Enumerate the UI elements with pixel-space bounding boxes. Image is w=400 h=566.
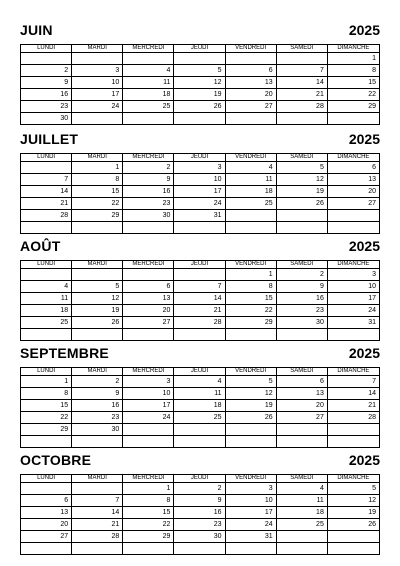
day-cell: 9 [72, 388, 123, 400]
day-cell: 1 [72, 162, 123, 174]
month-grid [20, 44, 380, 125]
weekday-header: MERCREDI [123, 45, 174, 53]
day-cell: 14 [72, 507, 123, 519]
day-cell: 20 [226, 89, 277, 101]
day-cell: 16 [21, 89, 72, 101]
day-cell: 25 [123, 101, 174, 113]
day-cell: 10 [174, 174, 225, 186]
day-cell: 19 [72, 305, 123, 317]
month-header [20, 22, 380, 44]
day-cell: 30 [174, 531, 225, 543]
day-cell [123, 329, 174, 340]
day-cell: 12 [328, 495, 379, 507]
day-cell: 24 [328, 305, 379, 317]
day-cell: 26 [226, 412, 277, 424]
day-cell: 24 [123, 412, 174, 424]
day-cell: 7 [174, 281, 225, 293]
day-cell [328, 424, 379, 436]
day-cell: 15 [72, 186, 123, 198]
day-cell: 21 [21, 198, 72, 210]
day-cell [328, 329, 379, 340]
day-cell: 23 [277, 305, 328, 317]
day-cell: 3 [72, 65, 123, 77]
day-cell: 1 [226, 269, 277, 281]
day-cell: 30 [72, 424, 123, 436]
month-year: 2025 [348, 22, 380, 38]
day-cell: 21 [174, 305, 225, 317]
day-cell [277, 329, 328, 340]
day-cell: 21 [72, 519, 123, 531]
day-cell: 2 [123, 162, 174, 174]
day-cell [328, 531, 379, 543]
day-cell: 25 [277, 519, 328, 531]
day-cell: 26 [174, 101, 225, 113]
day-cell [72, 222, 123, 233]
day-cell: 12 [226, 388, 277, 400]
weekday-header: DIMANCHE [328, 475, 379, 483]
weekday-header: MARDI [72, 261, 123, 269]
weekday-header: SAMEDI [277, 45, 328, 53]
day-cell: 29 [72, 210, 123, 222]
day-cell: 28 [72, 531, 123, 543]
day-cell: 25 [174, 412, 225, 424]
day-cell [226, 210, 277, 222]
day-cell: 10 [123, 388, 174, 400]
day-cell: 13 [328, 174, 379, 186]
day-cell: 18 [123, 89, 174, 101]
day-cell: 28 [174, 317, 225, 329]
day-cell: 20 [21, 519, 72, 531]
day-cell: 11 [277, 495, 328, 507]
weekday-header: VENDREDI [226, 368, 277, 376]
day-cell: 22 [21, 412, 72, 424]
day-cell [174, 543, 225, 554]
day-cell: 24 [174, 198, 225, 210]
day-cell: 21 [277, 89, 328, 101]
day-cell [277, 531, 328, 543]
day-cell [174, 424, 225, 436]
weekday-header: LUNDI [21, 261, 72, 269]
day-cell [21, 222, 72, 233]
day-cell: 4 [174, 376, 225, 388]
month-header [20, 345, 380, 367]
day-cell: 8 [72, 174, 123, 186]
month-name: AOÛT [20, 238, 61, 254]
day-cell [328, 436, 379, 447]
day-cell [226, 424, 277, 436]
day-cell [123, 113, 174, 124]
day-cell [72, 53, 123, 65]
day-cell [72, 113, 123, 124]
day-cell: 6 [328, 162, 379, 174]
day-cell: 16 [123, 186, 174, 198]
day-cell [174, 113, 225, 124]
day-cell: 22 [328, 89, 379, 101]
month-grid [20, 474, 380, 555]
day-cell: 17 [123, 400, 174, 412]
day-cell: 3 [123, 376, 174, 388]
day-cell: 5 [72, 281, 123, 293]
day-cell: 31 [174, 210, 225, 222]
day-cell: 27 [226, 101, 277, 113]
day-cell: 20 [328, 186, 379, 198]
day-cell: 20 [123, 305, 174, 317]
day-cell: 19 [226, 400, 277, 412]
day-cell: 31 [226, 531, 277, 543]
day-cell: 14 [328, 388, 379, 400]
day-cell: 18 [277, 507, 328, 519]
day-cell: 1 [21, 376, 72, 388]
day-cell [277, 424, 328, 436]
weekday-header: MERCREDI [123, 475, 174, 483]
day-cell [226, 53, 277, 65]
month-grid [20, 260, 380, 341]
day-cell [21, 329, 72, 340]
day-cell [21, 543, 72, 554]
day-cell: 23 [123, 198, 174, 210]
weekday-header: VENDREDI [226, 261, 277, 269]
day-cell [123, 222, 174, 233]
day-cell: 23 [72, 412, 123, 424]
day-cell: 21 [328, 400, 379, 412]
day-cell [123, 543, 174, 554]
day-cell [226, 222, 277, 233]
month-header [20, 238, 380, 260]
weekday-header: MERCREDI [123, 261, 174, 269]
month-header [20, 452, 380, 474]
day-cell: 24 [226, 519, 277, 531]
day-cell: 15 [328, 77, 379, 89]
weekday-header: MARDI [72, 368, 123, 376]
day-cell: 28 [21, 210, 72, 222]
day-cell: 2 [174, 483, 225, 495]
month-name: OCTOBRE [20, 452, 92, 468]
day-cell [123, 436, 174, 447]
day-cell: 22 [123, 519, 174, 531]
day-cell: 5 [174, 65, 225, 77]
day-cell: 19 [277, 186, 328, 198]
day-cell: 11 [174, 388, 225, 400]
day-cell: 13 [21, 507, 72, 519]
weekday-header: LUNDI [21, 154, 72, 162]
day-cell: 30 [123, 210, 174, 222]
day-cell [277, 436, 328, 447]
day-cell: 14 [21, 186, 72, 198]
day-cell [277, 543, 328, 554]
day-cell [72, 329, 123, 340]
day-cell: 12 [174, 77, 225, 89]
month-name: SEPTEMBRE [20, 345, 109, 361]
day-cell [174, 222, 225, 233]
day-cell: 14 [174, 293, 225, 305]
day-cell: 29 [123, 531, 174, 543]
day-cell: 17 [72, 89, 123, 101]
weekday-header: VENDREDI [226, 154, 277, 162]
day-cell: 27 [21, 531, 72, 543]
day-cell: 11 [21, 293, 72, 305]
day-cell [174, 329, 225, 340]
month-block-septembre [20, 345, 380, 448]
day-cell: 4 [226, 162, 277, 174]
day-cell: 26 [72, 317, 123, 329]
day-cell [21, 483, 72, 495]
day-cell: 25 [21, 317, 72, 329]
day-cell: 15 [21, 400, 72, 412]
day-cell: 27 [328, 198, 379, 210]
day-cell: 25 [226, 198, 277, 210]
day-cell: 10 [226, 495, 277, 507]
weekday-header: LUNDI [21, 45, 72, 53]
day-cell: 30 [277, 317, 328, 329]
month-block-aout [20, 238, 380, 341]
day-cell [174, 53, 225, 65]
day-cell: 22 [226, 305, 277, 317]
day-cell [72, 543, 123, 554]
day-cell [328, 113, 379, 124]
day-cell: 17 [226, 507, 277, 519]
day-cell: 9 [123, 174, 174, 186]
day-cell: 6 [21, 495, 72, 507]
month-year: 2025 [348, 452, 380, 468]
day-cell [226, 113, 277, 124]
day-cell [21, 162, 72, 174]
day-cell [226, 436, 277, 447]
weekday-header: MARDI [72, 475, 123, 483]
day-cell: 28 [277, 101, 328, 113]
day-cell: 23 [174, 519, 225, 531]
day-cell: 8 [226, 281, 277, 293]
day-cell: 7 [72, 495, 123, 507]
day-cell: 7 [277, 65, 328, 77]
day-cell [328, 543, 379, 554]
day-cell: 15 [226, 293, 277, 305]
day-cell [72, 436, 123, 447]
day-cell [123, 53, 174, 65]
weekday-header: VENDREDI [226, 475, 277, 483]
weekday-header: MARDI [72, 45, 123, 53]
month-name: JUILLET [20, 131, 79, 147]
day-cell: 6 [277, 376, 328, 388]
day-cell: 5 [226, 376, 277, 388]
day-cell: 1 [123, 483, 174, 495]
day-cell: 27 [123, 317, 174, 329]
day-cell: 18 [226, 186, 277, 198]
day-cell [277, 53, 328, 65]
day-cell [226, 329, 277, 340]
weekday-header: MERCREDI [123, 154, 174, 162]
day-cell: 19 [328, 507, 379, 519]
day-cell: 13 [123, 293, 174, 305]
day-cell [174, 436, 225, 447]
day-cell: 3 [226, 483, 277, 495]
day-cell: 29 [328, 101, 379, 113]
day-cell: 8 [21, 388, 72, 400]
day-cell: 12 [277, 174, 328, 186]
day-cell [277, 222, 328, 233]
day-cell: 7 [21, 174, 72, 186]
weekday-header: VENDREDI [226, 45, 277, 53]
day-cell: 18 [174, 400, 225, 412]
day-cell [123, 424, 174, 436]
day-cell: 4 [277, 483, 328, 495]
day-cell [328, 222, 379, 233]
day-cell: 5 [328, 483, 379, 495]
weekday-header: MERCREDI [123, 368, 174, 376]
day-cell: 17 [328, 293, 379, 305]
day-cell: 14 [277, 77, 328, 89]
day-cell: 13 [277, 388, 328, 400]
day-cell: 30 [21, 113, 72, 124]
day-cell: 28 [328, 412, 379, 424]
weekday-header: SAMEDI [277, 475, 328, 483]
day-cell: 11 [123, 77, 174, 89]
day-cell: 20 [277, 400, 328, 412]
weekday-header: JEUDI [174, 154, 225, 162]
day-cell [21, 436, 72, 447]
month-year: 2025 [348, 131, 380, 147]
day-cell: 3 [328, 269, 379, 281]
weekday-header: DIMANCHE [328, 45, 379, 53]
day-cell: 24 [72, 101, 123, 113]
weekday-header: SAMEDI [277, 368, 328, 376]
day-cell: 17 [174, 186, 225, 198]
day-cell [226, 543, 277, 554]
day-cell [277, 210, 328, 222]
weekday-header: JEUDI [174, 261, 225, 269]
month-header [20, 131, 380, 153]
day-cell: 2 [277, 269, 328, 281]
day-cell: 8 [328, 65, 379, 77]
day-cell: 10 [72, 77, 123, 89]
day-cell: 2 [72, 376, 123, 388]
day-cell [72, 269, 123, 281]
day-cell: 10 [328, 281, 379, 293]
day-cell: 26 [328, 519, 379, 531]
weekday-header: DIMANCHE [328, 154, 379, 162]
day-cell [21, 269, 72, 281]
month-grid [20, 367, 380, 448]
day-cell: 3 [174, 162, 225, 174]
day-cell: 16 [277, 293, 328, 305]
day-cell: 23 [21, 101, 72, 113]
day-cell: 6 [226, 65, 277, 77]
day-cell: 8 [123, 495, 174, 507]
day-cell: 16 [174, 507, 225, 519]
day-cell: 1 [328, 53, 379, 65]
day-cell: 7 [328, 376, 379, 388]
day-cell: 13 [226, 77, 277, 89]
day-cell: 9 [21, 77, 72, 89]
day-cell: 6 [123, 281, 174, 293]
day-cell: 9 [277, 281, 328, 293]
day-cell: 31 [328, 317, 379, 329]
weekday-header: SAMEDI [277, 154, 328, 162]
day-cell: 22 [72, 198, 123, 210]
day-cell [277, 113, 328, 124]
day-cell [72, 483, 123, 495]
day-cell: 19 [174, 89, 225, 101]
day-cell: 11 [226, 174, 277, 186]
weekday-header: MARDI [72, 154, 123, 162]
day-cell [328, 210, 379, 222]
day-cell: 29 [226, 317, 277, 329]
weekday-header: JEUDI [174, 45, 225, 53]
weekday-header: JEUDI [174, 368, 225, 376]
month-grid [20, 153, 380, 234]
day-cell: 26 [277, 198, 328, 210]
weekday-header: LUNDI [21, 475, 72, 483]
month-block-juin [20, 22, 380, 125]
month-year: 2025 [348, 345, 380, 361]
day-cell: 9 [174, 495, 225, 507]
day-cell [123, 269, 174, 281]
day-cell: 27 [277, 412, 328, 424]
weekday-header: LUNDI [21, 368, 72, 376]
day-cell: 16 [72, 400, 123, 412]
weekday-header: DIMANCHE [328, 261, 379, 269]
day-cell: 12 [72, 293, 123, 305]
weekday-header: SAMEDI [277, 261, 328, 269]
weekday-header: JEUDI [174, 475, 225, 483]
day-cell: 18 [21, 305, 72, 317]
weekday-header: DIMANCHE [328, 368, 379, 376]
day-cell: 29 [21, 424, 72, 436]
month-block-juillet [20, 131, 380, 234]
day-cell: 4 [21, 281, 72, 293]
day-cell: 2 [21, 65, 72, 77]
day-cell: 15 [123, 507, 174, 519]
month-name: JUIN [20, 22, 53, 38]
day-cell [21, 53, 72, 65]
month-block-octobre [20, 452, 380, 555]
day-cell: 5 [277, 162, 328, 174]
day-cell [174, 269, 225, 281]
day-cell: 4 [123, 65, 174, 77]
month-year: 2025 [348, 238, 380, 254]
